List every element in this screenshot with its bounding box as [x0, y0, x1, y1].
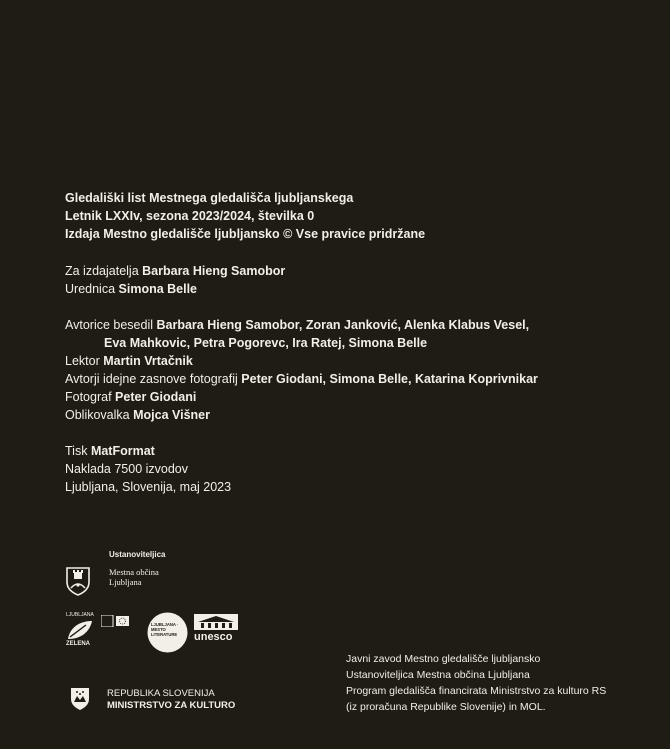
unesco-wordmark: unesco [194, 631, 233, 643]
photographer-label: Fotograf [65, 390, 112, 404]
print-block [65, 442, 231, 496]
editor-row [65, 280, 285, 298]
print-run: Naklada 7500 izvodov [65, 462, 188, 476]
lector-label: Lektor [65, 354, 100, 368]
mol-name-line-1: Mestna občina [109, 567, 159, 577]
designer-row [65, 406, 538, 424]
ministry-line-1: REPUBLIKA SLOVENIJA [107, 688, 215, 699]
ljubljana-coat-of-arms-icon [65, 566, 91, 596]
unesco-logo [194, 614, 238, 654]
leaf-icon [66, 619, 94, 641]
mol-name-line-2: Ljubljana [109, 577, 142, 587]
printer-label: Tisk [65, 444, 88, 458]
publication-header [65, 189, 425, 243]
founder-heading: Ustanoviteljica [109, 550, 166, 559]
lector-name: Martin Vrtačnik [103, 354, 193, 368]
footer-notice [346, 651, 606, 715]
header-line-3: Izdaja Mestno gledališče ljubljansko © Vse pravice pridržane [65, 227, 426, 241]
publisher-label: Za izdajatelja [65, 264, 139, 278]
photo-concept-names: Peter Giodani, Simona Belle, Katarina Koprivnikar [241, 372, 538, 386]
green-logo-sub: ZELENA [66, 641, 90, 647]
slovenia-crest-icon [70, 687, 90, 711]
authors-names-2: Eva Mahkovic, Petra Pogorevc, Ira Ratej, Simona Belle [104, 336, 428, 350]
photo-concept-label: Avtorji idejne zasnove fotografij [65, 372, 238, 386]
footer-line-4: (iz proračuna Republike Slovenije) in MOL. [346, 701, 546, 713]
ministry-label [107, 688, 235, 712]
authors-row [65, 316, 538, 334]
mol-name [109, 567, 159, 587]
eu-flag-icon [101, 615, 129, 627]
footer-line-3: Program gledališča financirata Ministrstvo za kulturo RS [346, 685, 607, 697]
editor-label: Urednica [65, 282, 116, 296]
footer-line-2: Ustanoviteljica Mestna občina Ljubljana [346, 669, 530, 681]
printer-row [65, 442, 231, 460]
authors-label: Avtorice besedil [65, 318, 154, 332]
publisher-block [65, 262, 285, 298]
publisher-name: Barbara Hieng Samobor [142, 264, 286, 278]
literature-city-label: LJUBLJANA · MESTO LITERATURE [151, 622, 179, 637]
designer-label: Oblikovalka [65, 408, 130, 422]
authors-names-1: Barbara Hieng Samobor, Zoran Janković, Alenka Klabus Vesel, [156, 318, 530, 332]
green-capital-logo [66, 612, 98, 650]
place-date: Ljubljana, Slovenija, maj 2023 [65, 480, 232, 494]
green-logo-label: LJUBLJANA [66, 612, 94, 618]
printer-name: MatFormat [90, 444, 155, 458]
publisher-row [65, 262, 285, 280]
photo-concept-row [65, 370, 538, 388]
lector-row [65, 352, 538, 370]
header-line-2: Letnik LXXIv, sezona 2023/2024, številka 0 [65, 209, 315, 223]
editor-name: Simona Belle [118, 282, 198, 296]
ministry-line-2: MINISTRSTVO ZA KULTURO [107, 700, 236, 711]
footer-line-1: Javni zavod Mestno gledališče ljubljansko [346, 653, 541, 665]
credits-block [65, 316, 538, 424]
temple-icon [194, 614, 238, 630]
photographer-name: Peter Giodani [115, 390, 197, 404]
header-line-1: Gledališki list Mestnega gledališča ljubljanskega [65, 191, 354, 205]
photographer-row [65, 388, 538, 406]
designer-name: Mojca Višner [133, 408, 210, 422]
